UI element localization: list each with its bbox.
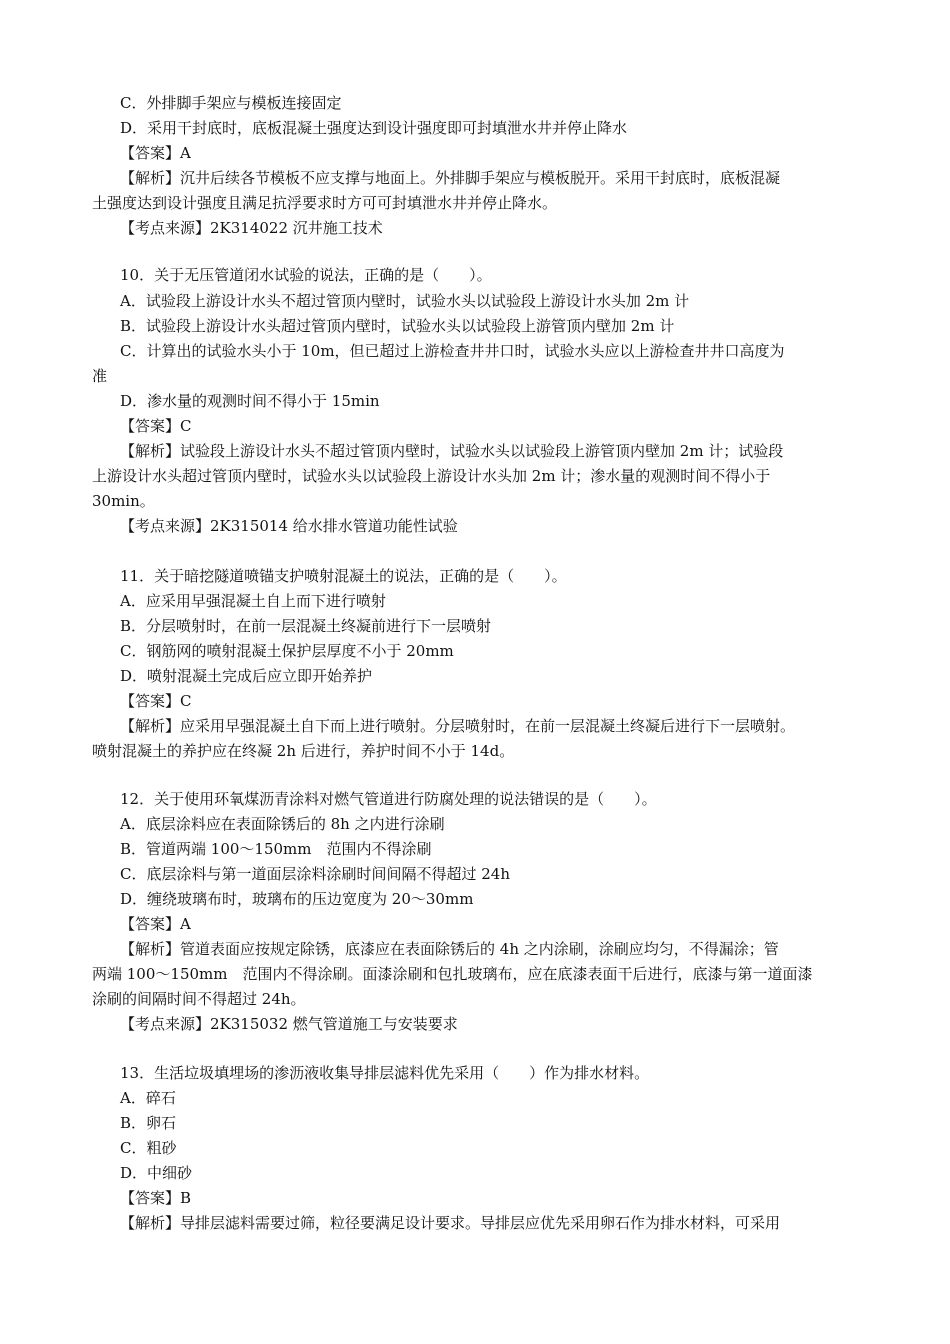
option-c-text-cont: 准 [92,367,108,385]
option-c-text: C．底层涂料与第一道面层涂料涂刷时间间隔不得超过 24h [120,865,510,883]
question-10: 10．关于无压管道闭水试验的说法，正确的是（ ）。 [120,266,492,284]
option-b-text: B．分层喷射时，在前一层混凝土终凝前进行下一层喷射 [120,617,492,635]
explanation-line: 30min。 [92,492,155,510]
option-a-text: A．应采用早强混凝土自上而下进行喷射 [120,592,386,610]
explanation-line: 【解析】管道表面应按规定除锈，底漆应在表面除锈后的 4h 之内涂刷，涂刷应均匀，不得漏涂；管 [120,940,779,958]
answer-line: 【答案】A [120,915,191,933]
option-c-text: C．计算出的试验水头小于 10m，但已超过上游检查井井口时，试验水头应以上游检查井井口高度为 [120,342,785,360]
explanation-line: 喷射混凝土的养护应在终凝 2h 后进行，养护时间不小于 14d。 [92,742,515,760]
option-b-text: B．卵石 [120,1114,177,1132]
explanation-line: 涂刷的间隔时间不得超过 24h。 [92,990,306,1008]
option-c-text: C．粗砂 [120,1139,177,1157]
question-11: 11．关于暗挖隧道喷锚支护喷射混凝土的说法，正确的是（ ）。 [120,567,567,585]
option-c-text: C．外排脚手架应与模板连接固定 [120,94,342,112]
answer-line: 【答案】C [120,417,192,435]
question-12: 12．关于使用环氧煤沥青涂料对燃气管道进行防腐处理的说法错误的是（ ）。 [120,790,657,808]
option-d-text: D．缠绕玻璃布时，玻璃布的压边宽度为 20～30mm [120,890,474,908]
option-d-text: D．采用干封底时，底板混凝土强度达到设计强度即可封填泄水井并停止降水 [120,119,628,137]
answer-line: 【答案】C [120,692,192,710]
option-b-text: B．管道两端 100～150mm 范围内不得涂刷 [120,840,432,858]
question-13: 13．生活垃圾填埋场的渗沥液收集导排层滤料优先采用（ ）作为排水材料。 [120,1064,650,1082]
explanation-line: 上游设计水头超过管顶内壁时，试验水头以试验段上游设计水头加 2m 计；渗水量的观测时间不得小于 [92,467,771,485]
explanation-line: 【解析】导排层滤料需要过筛，粒径要满足设计要求。导排层应优先采用卵石作为排水材料，可采用 [120,1214,781,1232]
option-d-text: D．渗水量的观测时间不得小于 15min [120,392,380,410]
option-a-text: A．试验段上游设计水头不超过管顶内壁时，试验水头以试验段上游设计水头加 2m 计 [120,292,690,310]
option-a-text: A．底层涂料应在表面除锈后的 8h 之内进行涂刷 [120,815,445,833]
option-d-text: D．中细砂 [120,1164,193,1182]
explanation-line: 土强度达到设计强度且满足抗浮要求时方可可封填泄水井并停止降水。 [92,194,558,212]
explanation-line: 两端 100～150mm 范围内不得涂刷。面漆涂刷和包扎玻璃布，应在底漆表面干后进行，底漆与第一道面漆 [92,965,813,983]
explanation-line: 【解析】试验段上游设计水头不超过管顶内壁时，试验水头以试验段上游管顶内壁加 2m 计；试验段 [120,442,784,460]
source-line: 【考点来源】2K315014 给水排水管道功能性试验 [120,517,458,535]
option-b-text: B．试验段上游设计水头超过管顶内壁时，试验水头以试验段上游管顶内壁加 2m 计 [120,317,675,335]
option-a-text: A．碎石 [120,1089,176,1107]
answer-line: 【答案】A [120,144,191,162]
option-c-text: C．钢筋网的喷射混凝土保护层厚度不小于 20mm [120,642,454,660]
source-line: 【考点来源】2K314022 沉井施工技术 [120,219,383,237]
answer-line: 【答案】B [120,1189,192,1207]
explanation-line: 【解析】应采用早强混凝土自下而上进行喷射。分层喷射时，在前一层混凝土终凝后进行下一层喷射。 [120,717,796,735]
source-line: 【考点来源】2K315032 燃气管道施工与安装要求 [120,1015,458,1033]
explanation-line: 【解析】沉井后续各节模板不应支撑与地面上。外排脚手架应与模板脱开。采用干封底时，底板混凝 [120,169,781,187]
option-d-text: D．喷射混凝土完成后应立即开始养护 [120,667,373,685]
